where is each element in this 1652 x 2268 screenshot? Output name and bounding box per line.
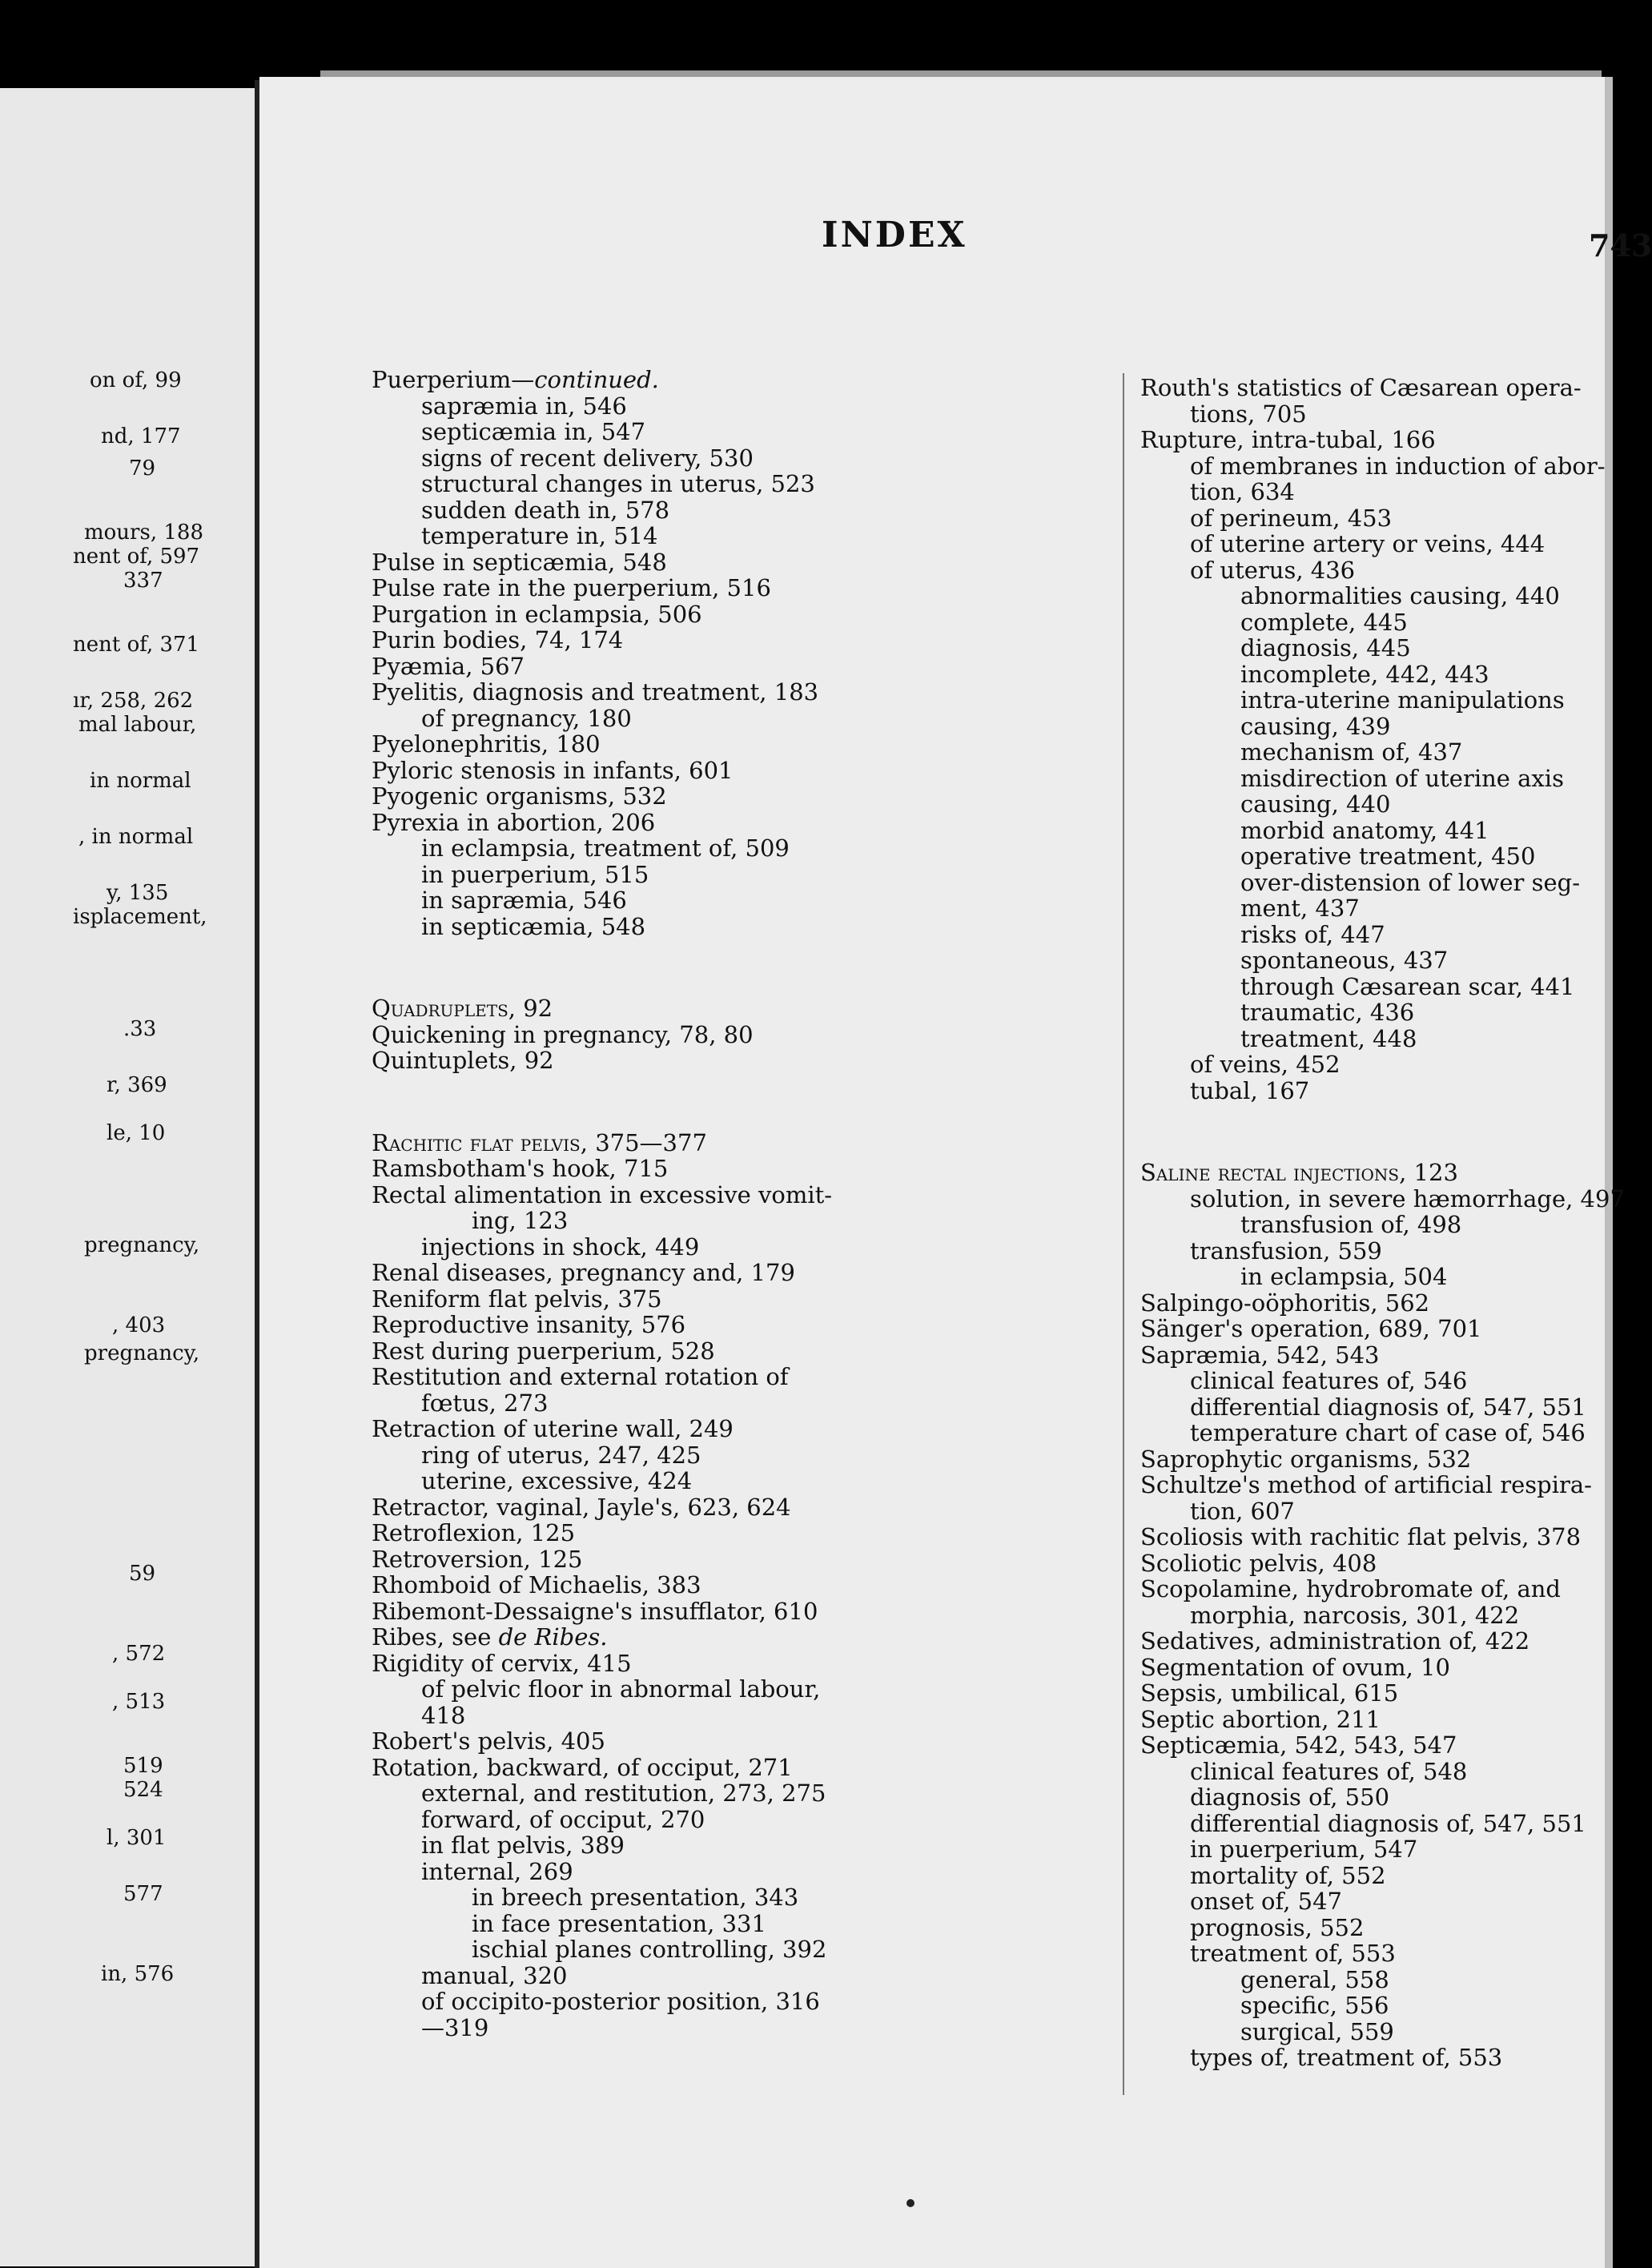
left-page-text: r, 369 [107, 1073, 167, 1097]
index-entry: Pyelonephritis, 180 [372, 730, 601, 758]
index-entry: of veins, 452 [1190, 1051, 1340, 1078]
index-entry: structural changes in uterus, 523 [421, 470, 815, 497]
index-entry: causing, 440 [1240, 790, 1391, 818]
index-entry: Quadruplets, 92 [372, 995, 553, 1022]
index-entry: of occipito-posterior position, 316 [421, 1988, 820, 2015]
index-entry: ing, 123 [472, 1207, 569, 1234]
index-entry: onset of, 547 [1190, 1888, 1343, 1915]
index-column-right [1140, 374, 1625, 2071]
index-entry: Rupture, intra-tubal, 166 [1140, 426, 1436, 453]
index-entry: ischial planes controlling, 392 [472, 1936, 827, 1963]
index-entry: Sedatives, administration of, 422 [1140, 1627, 1530, 1655]
index-entry: Rachitic flat pelvis, 375—377 [372, 1128, 707, 1156]
index-entry: surgical, 559 [1240, 2017, 1394, 2045]
left-page-text: 519 [123, 1754, 163, 1778]
left-page-text: , 572 [112, 1642, 166, 1666]
left-page-text: 524 [123, 1778, 163, 1802]
index-page [259, 77, 1652, 2268]
index-entry: forward, of occiput, 270 [421, 1805, 705, 1833]
left-page-text: .33 [123, 1017, 157, 1041]
index-entry: of uterine artery or veins, 444 [1190, 530, 1545, 557]
index-entry: differential diagnosis of, 547, 551 [1190, 1809, 1586, 1837]
index-entry: over-distension of lower seg- [1240, 868, 1581, 896]
index-entry: sudden death in, 578 [421, 496, 670, 524]
page-title: INDEX [822, 215, 967, 255]
index-entry: transfusion of, 498 [1240, 1211, 1462, 1238]
index-entry: Robert's pelvis, 405 [372, 1727, 605, 1755]
index-entry: Pyæmia, 567 [372, 652, 525, 680]
section-gap [372, 1074, 1108, 1130]
index-entry: in face presentation, 331 [472, 1909, 766, 1937]
index-entry: in septicæmia, 548 [421, 912, 646, 940]
index-entry: Salpingo-oöphoritis, 562 [1140, 1289, 1430, 1317]
column-divider [1123, 373, 1124, 2095]
index-entry: operative treatment, 450 [1240, 842, 1536, 870]
index-entry: in puerperium, 547 [1190, 1836, 1418, 1863]
index-entry: Retractor, vaginal, Jayle's, 623, 624 [372, 1493, 791, 1521]
index-entry: Reproductive insanity, 576 [372, 1311, 686, 1338]
left-page-text: on of, 99 [90, 368, 182, 392]
index-entry: Purgation in eclampsia, 506 [372, 600, 702, 628]
index-entry: clinical features of, 546 [1190, 1367, 1468, 1394]
index-entry: tubal, 167 [1190, 1076, 1310, 1104]
index-entry: in eclampsia, 504 [1240, 1263, 1448, 1290]
index-column-left [372, 367, 1108, 2041]
left-page-text: y, 135 [107, 881, 169, 905]
index-entry: Pyloric stenosis in infants, 601 [372, 756, 734, 784]
index-entry: spontaneous, 437 [1240, 947, 1449, 974]
index-entry: tions, 705 [1190, 400, 1307, 428]
index-entry: treatment of, 553 [1190, 1940, 1396, 1967]
index-entry: Segmentation of ovum, 10 [1140, 1653, 1450, 1681]
index-entry: Scoliotic pelvis, 408 [1140, 1549, 1377, 1577]
index-entry: Rotation, backward, of occiput, 271 [372, 1753, 793, 1781]
left-page-text: mours, 188 [84, 521, 203, 545]
left-page-text: mal labour, [78, 713, 197, 737]
index-entry: general, 558 [1240, 1965, 1389, 1993]
index-entry: diagnosis, 445 [1240, 634, 1411, 662]
index-entry: Restitution and external rotation of [372, 1363, 789, 1390]
index-entry: temperature chart of case of, 546 [1190, 1419, 1586, 1446]
index-entry: ment, 437 [1240, 895, 1360, 922]
left-page-text: nd, 177 [101, 424, 181, 448]
left-page-text: ır, 258, 262 [73, 689, 194, 713]
index-entry: Scoliosis with rachitic flat pelvis, 378 [1140, 1523, 1582, 1550]
index-entry: Pulse in septicæmia, 548 [372, 548, 667, 576]
left-page-text: nent of, 597 [73, 545, 200, 569]
index-entry: Renal diseases, pregnancy and, 179 [372, 1259, 795, 1286]
index-entry: Retroversion, 125 [372, 1545, 583, 1573]
index-entry: Schultze's method of artificial respira- [1140, 1471, 1592, 1498]
index-entry: of pelvic floor in abnormal labour, [421, 1675, 821, 1703]
index-entry: transfusion, 559 [1190, 1237, 1382, 1265]
index-entry: types of, treatment of, 553 [1190, 2044, 1503, 2071]
index-entry: Sänger's operation, 689, 701 [1140, 1315, 1482, 1342]
index-entry: 418 [421, 1701, 466, 1729]
index-entry: morbid anatomy, 441 [1240, 816, 1489, 844]
index-entry: manual, 320 [421, 1961, 568, 1989]
index-entry: temperature in, 514 [421, 522, 658, 549]
left-page-text: pregnancy, [84, 1341, 200, 1365]
left-page-text: 337 [123, 569, 163, 593]
index-entry: in sapræmia, 546 [421, 887, 627, 914]
index-entry: in eclampsia, treatment of, 509 [421, 834, 790, 862]
left-page-fragment [0, 88, 255, 2266]
index-entry: Ramsbotham's hook, 715 [372, 1155, 669, 1182]
index-entry: Pyrexia in abortion, 206 [372, 808, 656, 836]
index-entry: abnormalities causing, 440 [1240, 582, 1560, 609]
index-entry: Sepsis, umbilical, 615 [1140, 1679, 1399, 1707]
left-page-text: 59 [129, 1562, 156, 1586]
index-entry: solution, in severe hæmorrhage, 497 [1190, 1184, 1625, 1212]
left-page-text: , in normal [78, 825, 194, 849]
index-entry: Retroflexion, 125 [372, 1519, 576, 1546]
index-entry: Rhomboid of Michaelis, 383 [372, 1571, 701, 1598]
index-entry: mechanism of, 437 [1240, 738, 1463, 766]
index-entry: —319 [421, 2013, 489, 2041]
index-entry: Pyogenic organisms, 532 [372, 782, 667, 810]
index-entry: septicæmia in, 547 [421, 418, 646, 445]
page-number: 743 [1589, 227, 1652, 263]
index-entry: Septicæmia, 542, 543, 547 [1140, 1731, 1457, 1759]
index-entry: specific, 556 [1240, 1992, 1389, 2019]
left-page-text: 79 [129, 456, 156, 481]
index-entry: clinical features of, 548 [1190, 1757, 1468, 1785]
index-entry: uterine, excessive, 424 [421, 1467, 693, 1494]
index-entry: Pyelitis, diagnosis and treatment, 183 [372, 678, 819, 706]
left-page-text: , 403 [112, 1313, 166, 1337]
index-entry: traumatic, 436 [1240, 999, 1415, 1026]
index-entry: signs of recent delivery, 530 [421, 444, 754, 472]
page-mark [906, 2199, 914, 2207]
index-entry: external, and restitution, 273, 275 [421, 1779, 826, 1807]
index-entry: injections in shock, 449 [421, 1233, 700, 1261]
index-entry: misdirection of uterine axis [1240, 764, 1564, 792]
index-entry: Purin bodies, 74, 174 [372, 626, 624, 653]
index-entry: mortality of, 552 [1190, 1861, 1386, 1889]
index-entry: Rest during puerperium, 528 [372, 1337, 715, 1365]
left-page-text: 577 [123, 1882, 163, 1906]
index-entry: Routh's statistics of Cæsarean opera- [1140, 374, 1582, 401]
index-entry: in puerperium, 515 [421, 860, 649, 888]
index-entry: internal, 269 [421, 1857, 573, 1885]
index-entry: differential diagnosis of, 547, 551 [1190, 1393, 1586, 1421]
index-entry: sapræmia in, 546 [421, 392, 627, 420]
index-entry: Rigidity of cervix, 415 [372, 1649, 632, 1677]
left-page-text: , 513 [112, 1690, 166, 1714]
index-entry: in breech presentation, 343 [472, 1884, 799, 1911]
index-entry: Quickening in pregnancy, 78, 80 [372, 1020, 754, 1048]
index-entry: in flat pelvis, 389 [421, 1832, 625, 1859]
index-entry: fœtus, 273 [421, 1389, 549, 1417]
index-entry: treatment, 448 [1240, 1024, 1417, 1052]
index-entry: Pulse rate in the puerperium, 516 [372, 574, 771, 601]
index-entry: Rectal alimentation in excessive vomit- [372, 1180, 833, 1208]
index-entry: Ribes, see de Ribes. [372, 1623, 608, 1651]
index-entry: of pregnancy, 180 [421, 704, 632, 732]
index-entry: Retraction of uterine wall, 249 [372, 1415, 734, 1442]
index-entry: tion, 634 [1190, 478, 1295, 505]
index-entry: Scopolamine, hydrobromate of, and [1140, 1575, 1561, 1602]
index-entry: Ribemont-Dessaigne's insufflator, 610 [372, 1597, 818, 1625]
index-entry: risks of, 447 [1240, 920, 1385, 948]
index-entry: Puerperium—continued. [372, 366, 659, 393]
section-gap [1140, 1104, 1621, 1160]
index-entry: of membranes in induction of abor- [1190, 452, 1606, 480]
left-page-text: in normal [90, 769, 191, 793]
index-entry: incomplete, 442, 443 [1240, 660, 1489, 688]
index-entry: ring of uterus, 247, 425 [421, 1441, 701, 1469]
index-entry: diagnosis of, 550 [1190, 1783, 1390, 1811]
index-entry: of perineum, 453 [1190, 504, 1393, 532]
index-entry: intra-uterine manipulations [1240, 686, 1565, 714]
left-page-text: le, 10 [107, 1121, 166, 1145]
index-entry: Quintuplets, 92 [372, 1047, 554, 1074]
section-gap [372, 939, 1108, 995]
left-page-text: nent of, 371 [73, 633, 200, 657]
index-entry: Saprophytic organisms, 532 [1140, 1445, 1472, 1473]
index-entry: causing, 439 [1240, 712, 1391, 740]
index-entry: tion, 607 [1190, 1497, 1295, 1525]
index-entry: of uterus, 436 [1190, 556, 1356, 584]
left-page-text: isplacement, [73, 905, 207, 929]
index-entry: prognosis, 552 [1190, 1913, 1365, 1941]
index-entry: Reniform flat pelvis, 375 [372, 1285, 662, 1313]
index-entry: morphia, narcosis, 301, 422 [1190, 1601, 1520, 1629]
index-entry: Septic abortion, 211 [1140, 1705, 1381, 1733]
index-entry: Saline rectal injections, 123 [1140, 1159, 1458, 1186]
index-entry: through Cæsarean scar, 441 [1240, 972, 1575, 1000]
index-entry: complete, 445 [1240, 608, 1408, 636]
left-page-text: pregnancy, [84, 1233, 200, 1257]
index-entry: Sapræmia, 542, 543 [1140, 1341, 1380, 1369]
left-page-text: in, 576 [101, 1962, 175, 1986]
left-page-text: l, 301 [107, 1826, 167, 1850]
